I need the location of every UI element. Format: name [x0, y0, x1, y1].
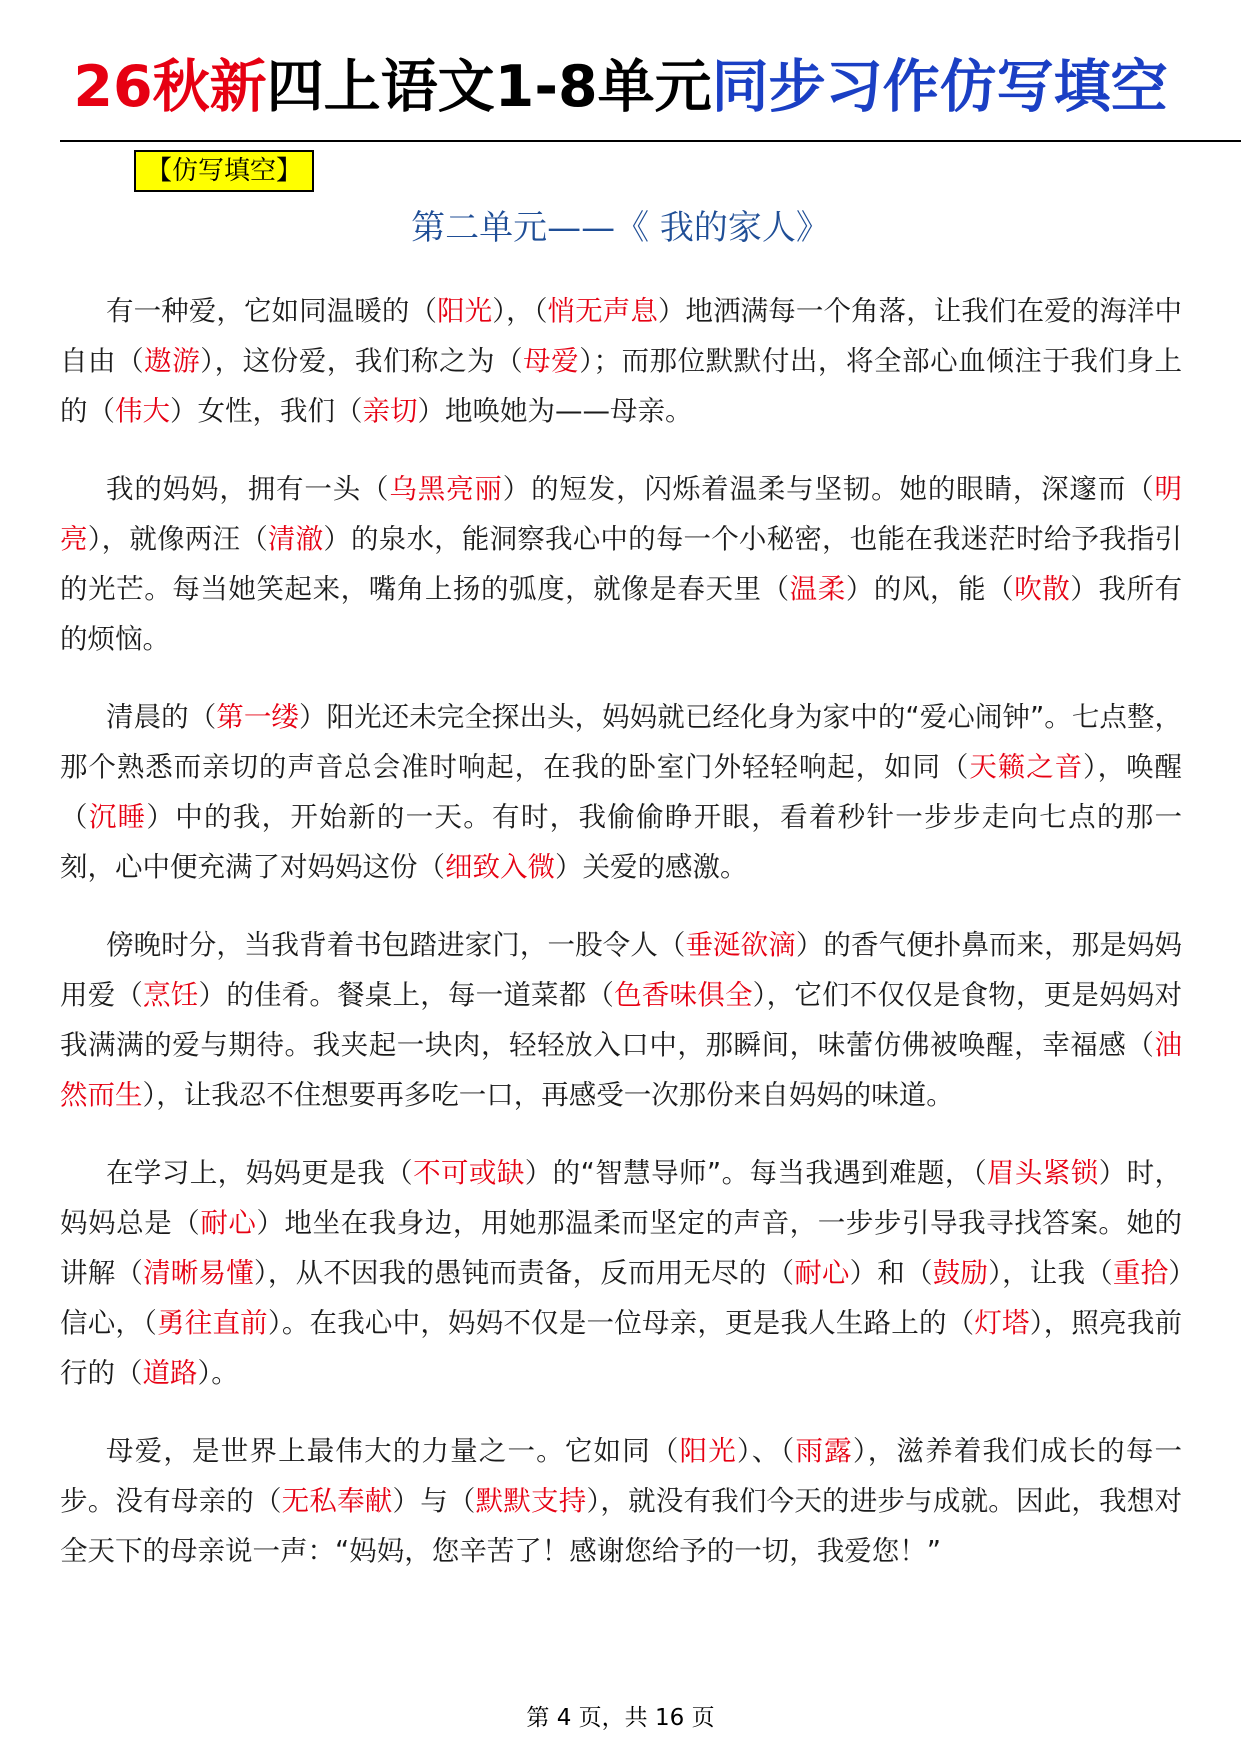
document-title: [0, 52, 1241, 122]
paragraph-text: ），（: [492, 295, 548, 327]
paragraph-text: ）的短发，闪烁着温柔与坚韧。她的眼睛，深邃而（: [502, 473, 1155, 505]
paragraph-text: ）中的我，开始新的一天。有时，我偷偷睁开眼，看着秒针一步步走向七点的那一刻，心中便充满了对妈妈这份（: [60, 801, 1183, 883]
paragraph-text: 在学习上，妈妈更是我（: [106, 1157, 414, 1189]
paragraph-text: ）我所有的烦恼。: [60, 573, 1183, 655]
paragraph-text: ），让我忍不住想要再多吃一口，再感受一次那份来自妈妈的味道。: [142, 1079, 954, 1111]
paragraph: [60, 692, 1182, 892]
paragraph-text: ）、（: [736, 1435, 796, 1467]
paragraph: [60, 920, 1182, 1120]
title-red-part: 26秋新: [73, 54, 267, 120]
fill-answer: 阳光: [437, 295, 493, 327]
fill-answer: 雨露: [795, 1435, 853, 1467]
fill-answer: 亲切: [362, 395, 418, 427]
fill-answer: 清晰易懂: [143, 1257, 254, 1289]
paragraph-text: ）时，妈妈总是（: [60, 1157, 1183, 1239]
paragraph: [60, 1426, 1182, 1576]
fill-answer: 沉睡: [88, 801, 147, 833]
fill-answer: 温柔: [789, 573, 846, 605]
paragraph-text: ）的“智慧导师”。每当我遇到难题，（: [524, 1157, 988, 1189]
paragraph-text: ）。: [197, 1357, 239, 1389]
fill-answer: 耐心: [794, 1257, 850, 1289]
paragraph-text: ）地唤她为——母亲。: [417, 395, 693, 427]
paragraph-text: ）的佳肴。餐桌上，每一道菜都（: [198, 979, 615, 1011]
paragraph: [60, 286, 1182, 436]
paragraph-text: ），唤醒（: [60, 751, 1183, 833]
fill-answer: 细致入微: [445, 851, 555, 883]
fill-answer: 遨游: [144, 345, 201, 377]
fill-answer: 默默支持: [475, 1485, 587, 1517]
fill-answer: 灯塔: [974, 1307, 1030, 1339]
paragraph-text: 有一种爱，它如同温暖的（: [106, 295, 438, 327]
page-number: 第 4 页，共 16 页: [526, 1705, 715, 1731]
paragraph-text: ），就没有我们今天的进步与成就。因此，我想对全天下的母亲说一声：“妈妈，您辛苦了！感谢您给予的一切，我爱您！”: [60, 1485, 1183, 1567]
fill-answer: 烹饪: [143, 979, 199, 1011]
essay-body: [60, 286, 1182, 1604]
fill-answer: 明亮: [60, 473, 1183, 555]
paragraph-text: ）地洒满每一个角落，让我们在爱的海洋中自由（: [60, 295, 1183, 377]
fill-answer: 乌黑亮丽: [389, 473, 503, 505]
paragraph-text: ），让我（: [988, 1257, 1113, 1289]
paragraph-text: ）地坐在我身边，用她那温柔而坚定的声音，一步步引导我寻找答案。她的讲解（: [60, 1207, 1183, 1289]
fill-answer: 不可或缺: [413, 1157, 525, 1189]
paragraph-text: 清晨的（: [106, 701, 217, 733]
paragraph-text: ），从不因我的愚钝而责备，反而用无尽的（: [253, 1257, 795, 1289]
section-tag: 【仿写填空】: [134, 150, 314, 192]
fill-answer: 油然而生: [60, 1029, 1182, 1111]
paragraph: [60, 464, 1182, 664]
fill-answer: 道路: [142, 1357, 198, 1389]
fill-answer: 天籁之音: [969, 751, 1084, 783]
title-black-part: 四上语文1-8单元: [266, 54, 712, 120]
fill-answer: 母爱: [523, 345, 580, 377]
paragraph-text: ）和（: [849, 1257, 933, 1289]
paragraph-text: 母爱，是世界上最伟大的力量之一。它如同（: [106, 1435, 680, 1467]
fill-answer: 吹散: [1014, 573, 1071, 605]
paragraph-text: ）的香气便扑鼻而来，那是妈妈用爱（: [60, 929, 1183, 1011]
fill-answer: 无私奉献: [281, 1485, 393, 1517]
fill-answer: 勇往直前: [157, 1307, 268, 1339]
paragraph-text: ），就像两汪（: [87, 523, 268, 555]
paragraph-text: ），它们不仅仅是食物，更是妈妈对我满满的爱与期待。我夹起一块肉，轻轻放入口中，那瞬间，味蕾仿佛被唤醒，幸福感（: [60, 979, 1183, 1061]
fill-answer: 伟大: [115, 395, 170, 427]
paragraph-text: 我的妈妈，拥有一头（: [106, 473, 390, 505]
unit-heading: 第二单元——《 我的家人》: [411, 208, 830, 248]
fill-answer: 清澈: [267, 523, 324, 555]
paragraph-text: ），这份爱，我们称之为（: [200, 345, 524, 377]
title-divider: [60, 140, 1241, 142]
title-blue-part: 同步习作仿写填空: [711, 54, 1168, 120]
paragraph-text: 傍晚时分，当我背着书包踏进家门，一股令人（: [106, 929, 686, 961]
paragraph-text: ）信心，（: [60, 1257, 1183, 1339]
paragraph-text: ）的泉水，能洞察我心中的每一个小秘密，也能在我迷茫时给予我指引的光芒。每当她笑起来，嘴角上扬的弧度，就像是春天里（: [60, 523, 1183, 605]
fill-answer: 色香味俱全: [614, 979, 753, 1011]
paragraph-text: ）关爱的感激。: [555, 851, 748, 883]
fill-answer: 阳光: [679, 1435, 737, 1467]
paragraph-text: ）的风，能（: [845, 573, 1015, 605]
paragraph-text: ）阳光还未完全探出头，妈妈就已经化身为家中的“爱心闹钟”。七点整，那个熟悉而亲切的声音总会准时响起，在我的卧室门外轻轻响起，如同（: [60, 701, 1183, 783]
fill-answer: 眉头紧锁: [987, 1157, 1099, 1189]
fill-answer: 重拾: [1112, 1257, 1169, 1289]
fill-answer: 悄无声息: [547, 295, 658, 327]
paragraph-text: ），照亮我前行的（: [60, 1307, 1183, 1389]
paragraph-text: ）；而那位默默付出，将全部心血倾注于我们身上的（: [60, 345, 1183, 427]
paragraph-text: ）女性，我们（: [170, 395, 363, 427]
paragraph-text: ）。在我心中，妈妈不仅是一位母亲，更是我人生路上的（: [267, 1307, 975, 1339]
fill-answer: 垂涎欲滴: [685, 929, 796, 961]
fill-answer: 耐心: [200, 1207, 257, 1239]
paragraph-text: ）与（: [392, 1485, 476, 1517]
paragraph: [60, 1148, 1182, 1398]
paragraph-text: ），滋养着我们成长的每一步。没有母亲的（: [60, 1435, 1183, 1517]
fill-answer: 第一缕: [216, 701, 299, 733]
fill-answer: 鼓励: [932, 1257, 989, 1289]
